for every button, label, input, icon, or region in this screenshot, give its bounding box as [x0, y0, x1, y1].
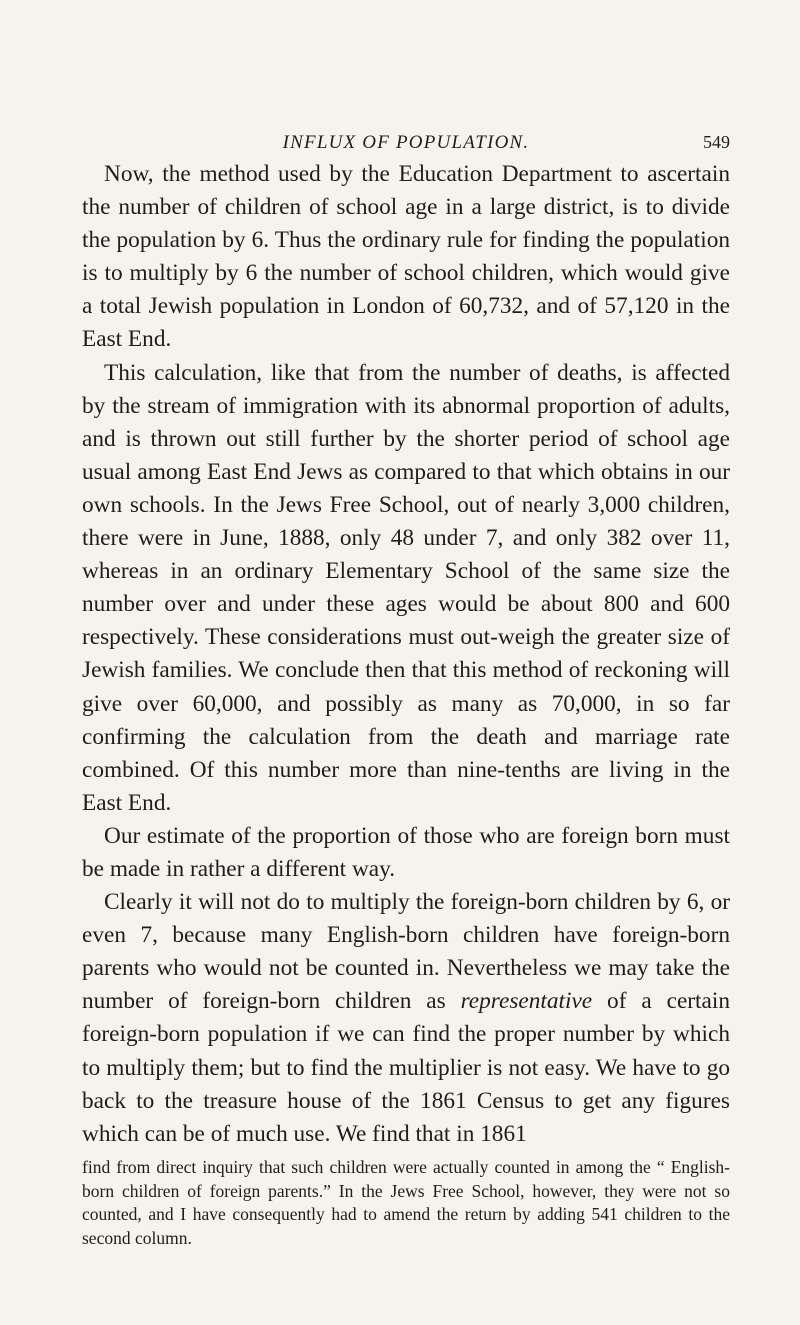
- footnote: find from direct inquiry that such children were actually counted in among the “ English-born children of foreign parents.” In the Jews Free School, however, they were not so counted, and I have consequently had to amend the return by adding 541 children to the second column.: [82, 1156, 730, 1249]
- body-text: [82, 158, 730, 1151]
- paragraph-2: This calculation, like that from the number of deaths, is affected by the stream of immigration with its abnormal proportion of adults, and is thrown out still further by the shorter period of school age usual among East End Jews as compared to that which obtains in our own schools. In the Jews Free School, out of nearly 3,000 children, there were in June, 1888, only 48 under 7, and only 382 over 11, whereas in an ordinary Elementary School of the same size the number over and under these ages would be about 800 and 600 respectively. These considerations must out-weigh the greater size of Jewish families. We conclude then that this method of reckoning will give over 60,000, and possibly as many as 70,000, in so far confirming the calculation from the death and marriage rate combined. Of this number more than nine-tenths are living in the East End.: [82, 359, 730, 816]
- paragraph-4: [82, 886, 730, 1151]
- paragraph-4-text-end: of a certain foreign-born population if we can find the proper number by which to multiply them; but to find the multiplier is not easy. We have to go back to the treasure house of the 1861 Census to get any figures which can be of much use. We find that in 1861: [82, 988, 730, 1147]
- running-head: [82, 118, 730, 158]
- italic-word: representative: [460, 988, 593, 1015]
- paragraph-1: Now, the method used by the Education Department to ascertain the number of children of school age in a large district, is to divide the population by 6. Thus the ordinary rule for finding the population is to multiply by 6 the number of school children, which would give a total Jewish population in London of 60,732, and of 57,120 in the East End.: [82, 161, 730, 353]
- book-page: [82, 118, 730, 1251]
- paragraph-3: Our estimate of the proportion of those who are foreign born must be made in rather a different way.: [82, 822, 730, 882]
- running-title: INFLUX OF POPULATION.: [282, 132, 530, 153]
- paragraph-4-text-start: Clearly it will not do to multiply the foreign-born children by 6, or even 7, because many English-born children have foreign-born parents who would not be counted in. Nevertheless we may take the number of foreign-born children as: [82, 889, 730, 1015]
- page-number: 549: [703, 132, 730, 152]
